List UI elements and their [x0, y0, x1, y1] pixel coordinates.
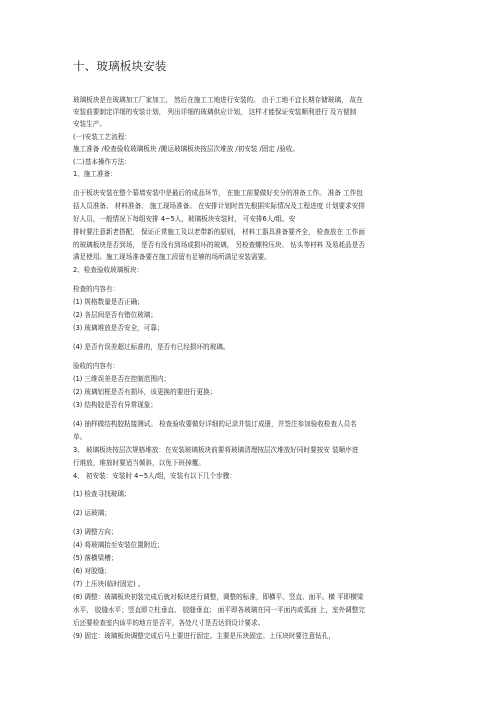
list-item: (5) 落横梁槽；: [73, 554, 118, 562]
text-line: 验收的内容有：: [73, 362, 120, 370]
list-item: (2) 运玻璃；: [73, 509, 111, 517]
text-line: 排时要注意新老搭配， 保证正常施工及以老带新的原则， 材料工器具准备要齐全， 检查放在 工作面: [73, 228, 365, 236]
text-line: 由于板块安装在整个幕墙安装中是最后的成品环节， 在施工前要做好充分的准备工作。 准备 工作包: [73, 189, 363, 197]
text-line: (二)基本操作方法：: [73, 158, 131, 166]
text-line: 安装生产。: [73, 120, 106, 128]
list-item: (1) 规格数量是否正确；: [73, 298, 144, 306]
list-item: (3) 玻璃堆放是否安全，可靠；: [73, 324, 164, 332]
list-item: (6) 对胶缝；: [73, 567, 111, 575]
list-item: (2) 各层间是否有错位玻璃；: [73, 311, 157, 319]
text-line: 安装前要制定详细的安装计划， 列出详细的玻璃供应计划， 这样才能保证安装顺利进行 及方便制: [73, 108, 357, 116]
text-line: 满足使用。施工现场准备要在施工段留有足够的场所满足安装需要。: [73, 253, 271, 261]
list-item: (4) 是否有误差超过标准的，是否有已经损坏的玻璃。: [73, 343, 230, 351]
text-line: 2、检查验收玻璃板块：: [73, 266, 144, 274]
list-item: (3) 结构胶是否有异常现象；: [73, 401, 157, 409]
list-item: (4) 抽样做结构胶粘接测试。 检查验收要做好详细的记录并装订成册，并签注参加验收检查人员名: [73, 420, 357, 428]
list-item: (1) 检查寻找玻璃；: [73, 490, 131, 498]
list-item: (7) 上压块(临时固定) 。: [73, 580, 145, 588]
list-item: (8) 调整：玻璃板块初装完成后就对板块进行调整，调整的标准，即横平、竖直、面平。横 平即横梁: [73, 593, 364, 601]
text-line: 玻璃板块是在玻璃加工厂家加工， 然后在施工工地进行安装的。 由于工地不宜长期存储玻璃， 故在: [73, 96, 363, 104]
text-line: 1、施工准备：: [73, 170, 117, 178]
text-line: 好人员，一般情况下每组安排 4~5人，玻璃板块安装时， 可安排6人/组。安: [73, 215, 296, 223]
text-line: 的玻璃板块是否到场， 是否有没有到场或损坏的玻璃， 另检查螺栓压块、 钻头等材料 及易耗品是否: [73, 241, 365, 249]
page-title: 十、玻璃板块安装: [73, 59, 167, 73]
text-line: 4、 初安装：安装时 4~5人/组，安装有以下几个步骤：: [73, 472, 236, 480]
text-line: (一)安装工艺流程：: [73, 133, 131, 141]
text-line: 行堆放，堆放时要适当倾斜，以免下班掉覆。: [73, 459, 205, 467]
text-line: 单。: [73, 433, 87, 441]
text-line: 后还要检查室内该平的地方是否平，各处尺寸是否达到设计要求。: [73, 619, 265, 627]
text-line: 施工准备 /检查验收玻璃板块 /搬运玻璃板块按层次堆放 /初安装 /固定 /验收。: [73, 145, 299, 153]
list-item: (2) 玻璃铝框是否有损坏，该更换的要进行更换；: [73, 388, 217, 396]
list-item: (4) 将玻璃抬至安装位置附近；: [73, 541, 164, 549]
text-line: 检查的内容有：: [73, 285, 120, 293]
text-line: 水平， 胶缝水平；竖直即立柱垂直、 胶缝垂直； 面平即各玻璃在同一平面内或弧面 上，室外调整完: [73, 606, 365, 614]
list-item: (1) 三维误差是否在控制范围内；: [73, 375, 171, 383]
list-item: (9) 固定：玻璃板块调整完成后马上要进行固定。主要是压块固定。上压块时要注意钻孔，: [73, 632, 335, 640]
text-line: 3、 玻璃板块按层次规格堆放：在安装玻璃板块前要将玻璃清理按层次堆放好同时要按安 装顺序进: [73, 446, 359, 454]
text-line: 括人员准备、 材料准备、 施工现场准备。 在安排计划时首先根据实际情况及工程进度 计划要求安排: [73, 202, 365, 210]
list-item: (3) 调整方向；: [73, 528, 118, 536]
